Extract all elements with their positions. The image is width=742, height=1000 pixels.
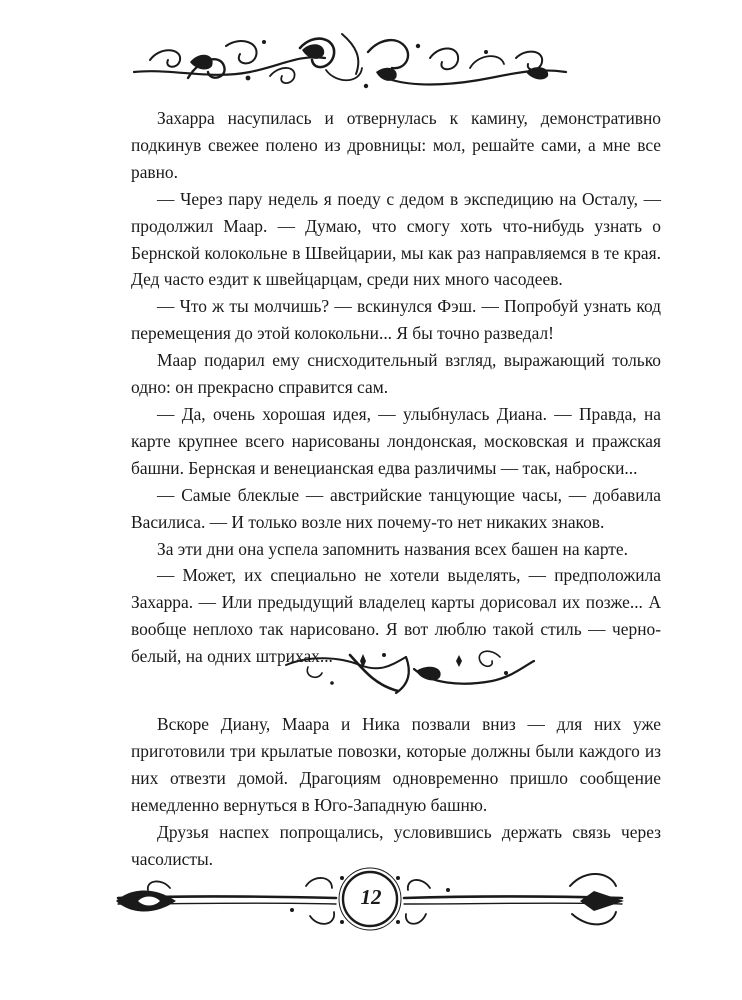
page-number: 12 — [360, 885, 382, 909]
text-section-1 — [131, 105, 661, 670]
paragraph: — Самые блеклые — австрийские танцующие часы, — добавила Василиса. — И только возле них почему-то нет никаких знаков. — [131, 484, 661, 532]
paragraph: — Через пару недель я поеду с дедом в экспедицию на Осталу, — продолжил Маар. — Думаю, что смогу хоть что-нибудь узнать о Бернской колокольне в Швейцарии, мы как раз направляемся в те края. Дед часто ездит к швейцарцам, среди них много часодеев. — [131, 188, 661, 290]
paragraph: Вскоре Диану, Маара и Ника позвали вниз — для них уже приготовили три крылатые повозки, которые должны были каждого из них отвезти домой. Драгоциям одновременно пришло сообщение немедленно вернуться в Юго-Западную башню. — [131, 714, 661, 815]
paragraph: Маар подарил ему снисходительный взгляд, выражающий только одно: он прекрасно справится сам. — [131, 350, 661, 398]
paragraph: Друзья наспех попрощались, условившись держать связь через часолисты. — [131, 821, 661, 869]
paragraph: — Что ж ты молчишь? — вскинулся Фэш. — Попробуй узнать код перемещения до этой колокольни... Я бы точно разведал! — [131, 296, 661, 344]
paragraph: Захарра насупилась и отвернулась к камину, демонстративно подкинув свежее полено из дровницы: мол, решайте сами, а мне все равно. — [131, 108, 661, 182]
paragraph: — Может, их специально не хотели выделять, — предположила Захарра. — Или предыдущий владелец карты дорисовал их позже... А вообще неплохо так нарисовано. Я вот люблю такой стиль — черно-белый, на одних штрихах... — [131, 565, 661, 667]
paragraph: — Да, очень хорошая идея, — улыбнулась Диана. — Правда, на карте крупнее всего нарисованы лондонская, московская и пражская башни. Бернская и венецианская едва различимы — так, наброски... — [131, 403, 661, 478]
ornament-scene-divider — [280, 643, 540, 699]
paragraph: За эти дни она успела запомнить названия всех башен на карте. — [157, 538, 628, 559]
ornament-swirl-top — [130, 28, 570, 96]
text-section-2 — [131, 711, 661, 872]
